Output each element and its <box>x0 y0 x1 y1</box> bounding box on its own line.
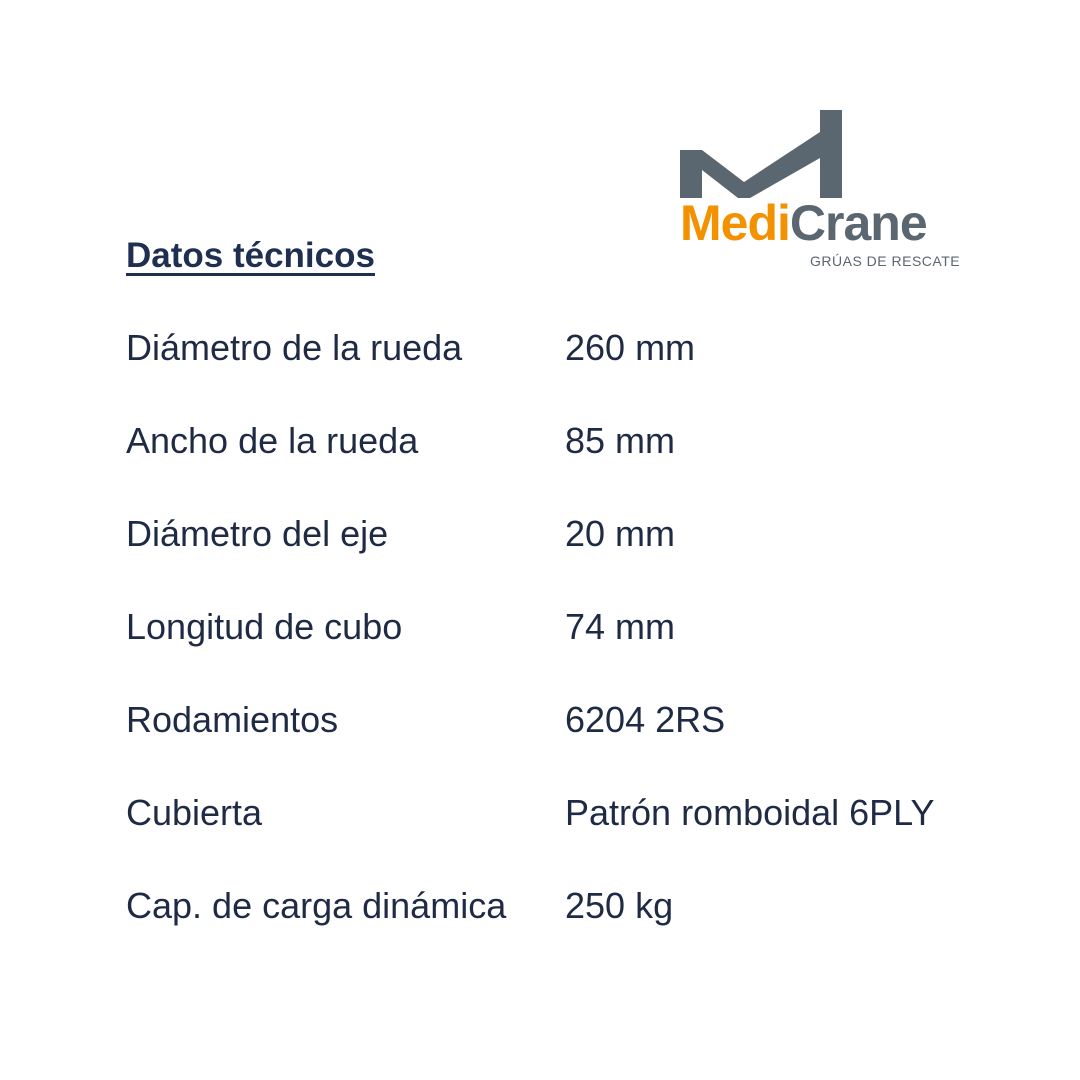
spec-label: Diámetro de la rueda <box>126 327 463 368</box>
logo-tagline: GRÚAS DE RESCATE <box>810 253 961 269</box>
spec-label: Cubierta <box>126 792 263 833</box>
spec-value: Patrón romboidal 6PLY <box>565 792 935 833</box>
logo-crane: Crane <box>789 195 927 251</box>
spec-value: 6204 2RS <box>565 699 726 740</box>
medicrane-logo <box>676 110 976 275</box>
section-heading: Datos técnicos <box>126 236 375 275</box>
spec-label: Rodamientos <box>126 699 339 740</box>
spec-value: 20 mm <box>565 513 676 554</box>
spec-value: 260 mm <box>565 327 696 368</box>
logo-medi: Medi <box>680 195 790 251</box>
spec-label: Diámetro del eje <box>126 513 389 554</box>
spec-label: Longitud de cubo <box>126 606 403 647</box>
spec-label: Ancho de la rueda <box>126 420 419 461</box>
spec-label: Cap. de carga dinámica <box>126 885 507 926</box>
logo-wordmark <box>680 195 927 251</box>
crane-m-icon <box>680 110 850 200</box>
spec-value: 250 kg <box>565 885 674 926</box>
spec-value: 85 mm <box>565 420 676 461</box>
spec-value: 74 mm <box>565 606 676 647</box>
